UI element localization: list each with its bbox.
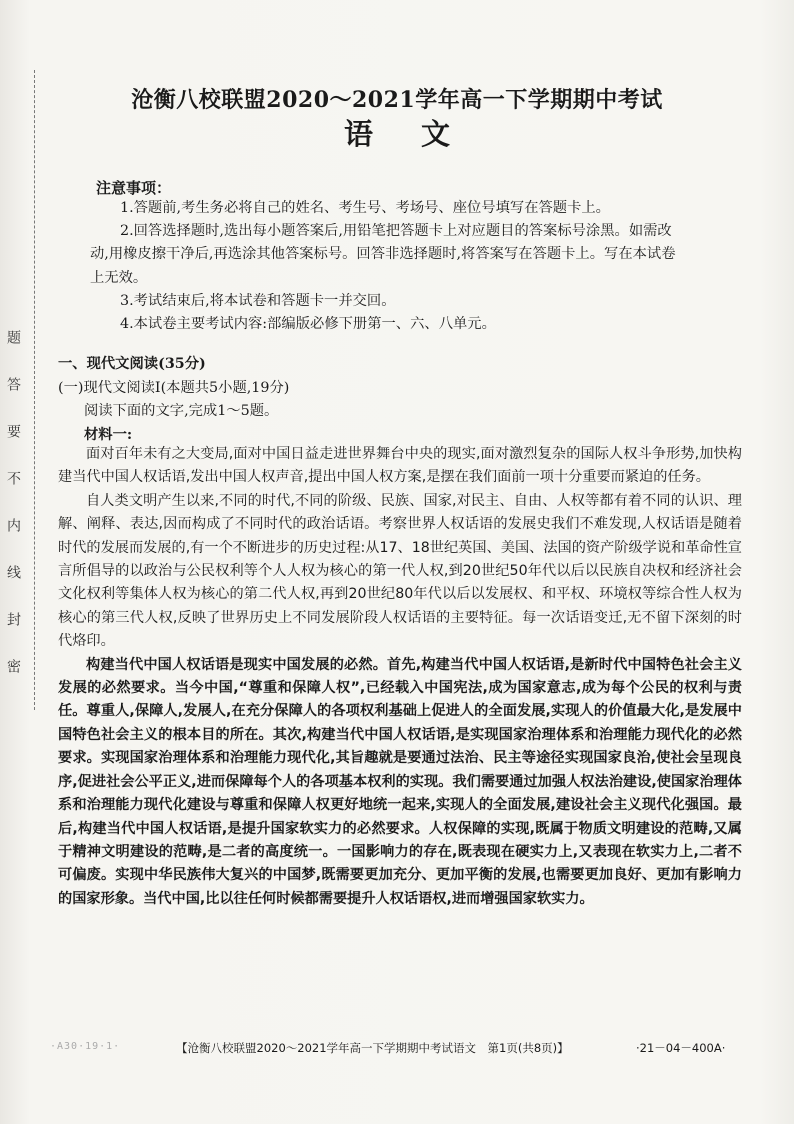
reading-instruction: 阅读下面的文字,完成1～5题。 (84, 403, 279, 419)
notice-item: 3.考试结束后,将本试卷和答题卡一并交回。 (120, 292, 396, 309)
binding-margin-notice: 题答要不内线封密 (5, 330, 21, 706)
notice-item: 1.答题前,考生务必将自己的姓名、考生号、考场号、座位号填写在答题卡上。 (120, 200, 610, 216)
notice-list (90, 197, 676, 336)
paragraph: 构建当代中国人权话语是现实中国发展的必然。首先,构建当代中国人权话语,是新时代中国特色社会主义发展的必然要求。当今中国,“尊重和保障人权”,已经载入中国宪法,成为国家意志,成为每个公民的权利与责任。尊重人,保障人,发展人,在充分保障人的各项权利基础上促进人的全面发展,实现人的价值最大化,是发展中国特色社会主义的根本目的所在。其次,构建当代中国人权话语,是实现国家治理体系和治理能力现代化的必然要求。实现国家治理体系和治理能力现代化,其旨趣就是要通过法治、民主等途径实现国家良治,使社会呈现良序,促进社会公平正义,进而保障每个人的各项基本权利的实现。我们需要通过加强人权法治建设,使国家治理体系和治理能力现代化建设与尊重和保障人权更好地统一起来,实现人的全面发展,建设社会主义现代化强国。最后,构建当代中国人权话语,是提升国家软实力的必然要求。人权保障的实现,既属于物质文明建设的范畴,又属于精神文明建设的范畴,是二者的高度统一。一国影响力的存在,既表现在硬实力上,又表现在软实力上,二者不可偏废。实现中华民族伟大复兴的中国梦,既需要更加充分、更加平衡的发展,也需要更加良好、更加有影响力的国家形象。当代中国,比以往任何时候都需要提升人权话语权,进而增强国家软实力。 (58, 656, 742, 907)
paragraph: 面对百年未有之大变局,面对中国日益走进世界舞台中央的现实,面对激烈复杂的国际人权斗争形势,加快构建当代中国人权话语,发出中国人权声音,提出中国人权方案,是摆在我们面前一项十分重要而紧迫的任务。 (58, 446, 742, 486)
footer-stamp: ·A30·19·1· (50, 1041, 121, 1052)
notice-item: 2.回答选择题时,选出每小题答案后,用铅笔把答题卡上对应题目的答案标号涂黑。如需改动,用橡皮擦干净后,再选涂其他答案标号。回答非选择题时,将答案写在答题卡上。写在本试卷上无效。 (90, 223, 676, 286)
exam-title: 沧衡八校联盟2020～2021学年高一下学期期中考试 (131, 87, 663, 113)
exam-subject: 语文 (343, 117, 498, 151)
binding-dashed-line (34, 70, 35, 710)
material-body (58, 443, 742, 911)
notice-item: 4.本试卷主要考试内容:部编版必修下册第一、六、八单元。 (120, 316, 496, 333)
notice-heading: 注意事项： (96, 179, 172, 197)
section-title: 一、现代文阅读(35分) (58, 356, 206, 372)
paragraph: 自人类文明产生以来,不同的时代,不同的阶级、民族、国家,对民主、自由、人权等都有着不同的认识、理解、阐释、表达,因而构成了不同时代的政治话语。考察世界人权话语的发展史我们不难发现,人权话语是随着时代的发展而发展的,有一个不断进步的历史过程:从17、18世纪英国、美国、法国的资产阶级学说和革命性宣言所倡导的以政治与公民权利等个人人权为核心的第一代人权,到20世纪50年代以后以民族自决权和经济社会文化权利等集体人权为核心的第二代人权,再到20世纪80年代以后以发展权、和平权、环境权等综合性人权为核心的第三代人权,反映了世界历史上不同发展阶段人权话语的主要特征。每一次话语变迁,无不留下深刻的时代烙印。 (58, 492, 742, 650)
exam-code: ·21－04－400A· (636, 1041, 726, 1055)
page-footer: 【沧衡八校联盟2020～2021学年高一下学期期中考试语文 第1页(共8页)】 (176, 1041, 569, 1055)
subsection-title: (一)现代文阅读Ⅰ(本题共5小题,19分) (58, 380, 290, 396)
material-label: 材料一: (84, 427, 133, 443)
